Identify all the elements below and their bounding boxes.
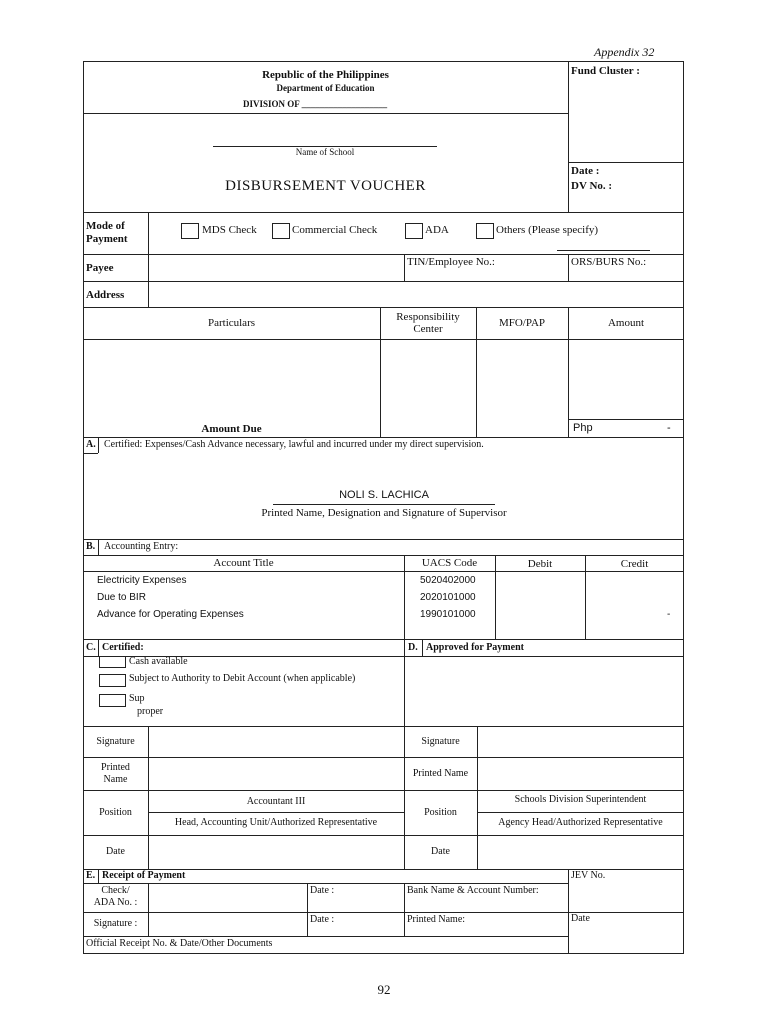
appendix-label: Appendix 32 <box>594 45 655 59</box>
ada-checkbox[interactable] <box>405 223 423 239</box>
d-signature-label: Signature <box>421 736 460 747</box>
d-position-label: Position <box>424 807 457 818</box>
ors-burs-label: ORS/BURS No.: <box>571 256 647 268</box>
section-b-letter: B. <box>86 541 96 552</box>
ada-label: ADA <box>425 224 449 236</box>
e-printed-name-label: Printed Name: <box>407 914 466 925</box>
jev-no-label: JEV No. <box>571 870 606 881</box>
official-receipt-label: Official Receipt No. & Date/Other Documents <box>86 938 273 949</box>
fund-cluster-label: Fund Cluster : <box>571 65 640 77</box>
section-e-letter: E. <box>86 870 96 881</box>
entry-uacs-code: 2020101000 <box>420 592 476 603</box>
c-printed-name-label: Printed <box>101 762 130 773</box>
check-ada-label-2: ADA No. : <box>93 897 138 908</box>
commercial-check-label: Commercial Check <box>292 224 378 236</box>
check-ada-label: Check/ <box>101 885 130 896</box>
supporting-docs-checkbox[interactable] <box>99 694 126 707</box>
mds-check-checkbox[interactable] <box>181 223 199 239</box>
responsibility-center-header-2: Center <box>413 323 443 335</box>
tin-label: TIN/Employee No.: <box>407 256 495 268</box>
commercial-check-checkbox[interactable] <box>272 223 290 239</box>
others-checkbox[interactable] <box>476 223 494 239</box>
entry-account-title: Electricity Expenses <box>97 575 187 586</box>
page-number: 92 <box>377 982 391 997</box>
c-date-label: Date <box>106 846 125 857</box>
division-label: DIVISION OF ___________________ <box>243 99 388 109</box>
c-signature-label: Signature <box>96 736 135 747</box>
cash-available-checkbox[interactable] <box>99 656 126 668</box>
e-date-label: Date : <box>310 885 335 896</box>
accounting-entry-label: Accounting Entry: <box>104 541 179 552</box>
debit-account-checkbox[interactable] <box>99 674 126 687</box>
section-c-letter: C. <box>86 642 96 653</box>
e-signature-label: Signature : <box>93 918 138 929</box>
d-position-value: Schools Division Superintendent <box>514 794 647 805</box>
d-position-caption: Agency Head/Authorized Representative <box>498 817 663 828</box>
document-title: DISBURSEMENT VOUCHER <box>225 178 426 194</box>
dv-no-label: DV No. : <box>571 180 613 192</box>
entry-account-title: Due to BIR <box>97 592 146 603</box>
payee-label: Payee <box>86 262 114 274</box>
c-position-caption: Head, Accounting Unit/Authorized Representative <box>174 817 378 828</box>
debit-header: Debit <box>527 558 553 570</box>
section-c-label: Certified: <box>102 642 144 653</box>
address-label: Address <box>86 289 125 301</box>
credit-header: Credit <box>620 558 649 570</box>
mode-of-payment-label: Mode of <box>86 220 125 232</box>
supporting-docs-label: Sup <box>129 693 145 704</box>
date-label: Date : <box>571 165 600 177</box>
bank-account-label: Bank Name & Account Number: <box>407 885 539 896</box>
entry-uacs-code: 1990101000 <box>420 609 476 620</box>
cash-available-label: Cash available <box>129 656 188 667</box>
supervisor-name: NOLI S. LACHICA <box>339 489 429 501</box>
amount-due-label: Amount Due <box>201 423 262 435</box>
c-position-value: Accountant III <box>246 796 306 807</box>
entry-credit-value: - <box>667 609 671 620</box>
section-a-certification: Certified: Expenses/Cash Advance necessary, lawful and incurred under my direct supervision. <box>104 439 484 450</box>
uacs-code-header: UACS Code <box>421 557 478 569</box>
section-d-letter: D. <box>408 642 418 653</box>
department-label: Department of Education <box>276 83 375 93</box>
others-specify-line <box>557 250 650 251</box>
responsibility-center-header: Responsibility <box>396 311 460 323</box>
approved-for-payment-label: Approved for Payment <box>426 642 524 653</box>
amount-header: Amount <box>607 317 645 329</box>
c-position-label: Position <box>99 807 132 818</box>
c-printed-name-label-2: Name <box>103 774 128 785</box>
section-a-letter: A. <box>86 439 96 450</box>
supervisor-caption: Printed Name, Designation and Signature of Supervisor <box>261 507 507 519</box>
amount-currency: Php <box>573 422 593 434</box>
d-printed-name-label: Printed Name <box>412 768 469 779</box>
republic-label: Republic of the Philippines <box>262 69 389 81</box>
mds-check-label: MDS Check <box>202 224 257 236</box>
d-date-label: Date <box>431 846 450 857</box>
supervisor-signature-line <box>273 504 495 505</box>
supporting-docs-label-2: proper <box>137 706 164 717</box>
particulars-header: Particulars <box>207 317 256 329</box>
mfo-pap-header: MFO/PAP <box>498 317 546 329</box>
jev-date-label: Date <box>571 913 590 924</box>
receipt-of-payment-label: Receipt of Payment <box>102 870 186 881</box>
debit-account-label: Subject to Authority to Debit Account (when applicable) <box>129 673 356 684</box>
school-name-caption: Name of School <box>295 147 355 157</box>
entry-account-title: Advance for Operating Expenses <box>97 609 244 620</box>
entry-uacs-code: 5020402000 <box>420 575 476 586</box>
amount-due-value: - <box>667 422 671 434</box>
mode-of-payment-label-2: Payment <box>86 233 128 245</box>
e-date-label-2: Date : <box>310 914 335 925</box>
account-title-header: Account Title <box>213 557 274 569</box>
others-label: Others (Please specify) <box>496 224 599 236</box>
